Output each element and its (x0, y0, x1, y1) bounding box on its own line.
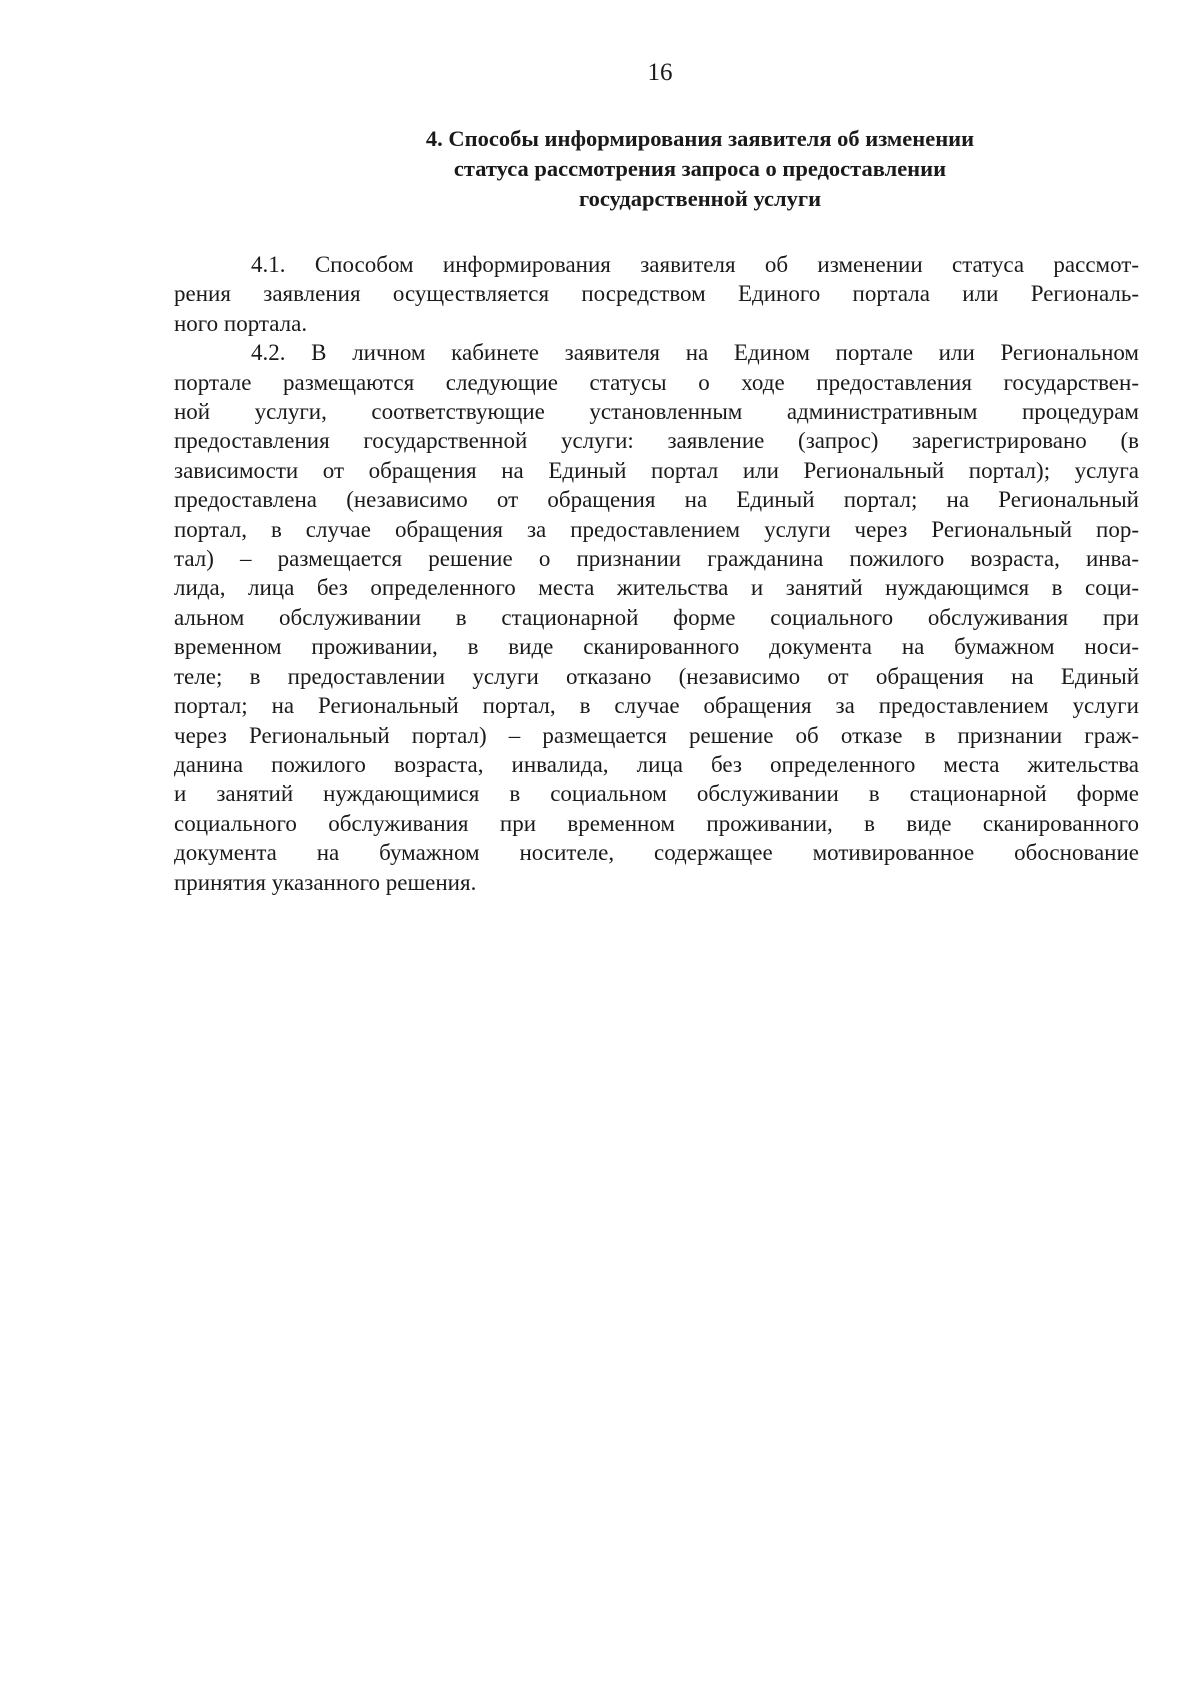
paragraph-line: данина пожилого возраста, инвалида, лица без определенного места жительства (174, 751, 1139, 777)
heading-line: 4. Способы информирования заявителя об изменении (425, 126, 975, 151)
paragraph-line: 4.2. В личном кабинете заявителя на Едином портале или Региональном (251, 340, 1139, 366)
page-number: 16 (647, 59, 673, 86)
paragraph-line: через Региональный портал) – размещается решение об отказе в признании граж- (174, 722, 1139, 748)
paragraph-4-1 (174, 250, 1139, 338)
paragraph-line: социального обслуживания при временном проживании, в виде сканированного (174, 810, 1139, 836)
paragraph-line: временном проживании, в виде сканированного документа на бумажном носи- (174, 634, 1139, 660)
paragraph-line: альном обслуживании в стационарной форме социального обслуживания при (174, 604, 1139, 630)
paragraph-line: зависимости от обращения на Единый портал или Региональный портал); услуга (174, 457, 1139, 483)
paragraph-line: и занятий нуждающимися в социальном обслуживании в стационарной форме (174, 781, 1139, 807)
paragraph-line: тал) – размещается решение о признании гражданина пожилого возраста, инва- (174, 546, 1139, 572)
heading-line: статуса рассмотрения запроса о предоставлении (453, 156, 947, 181)
paragraph-line: принятия указанного решения. (174, 869, 477, 895)
paragraph-line: рения заявления осуществляется посредством Единого портала или Региональ- (174, 281, 1139, 307)
paragraph-line: предоставления государственной услуги: заявление (запрос) зарегистрировано (в (174, 428, 1139, 454)
paragraph-4-2 (174, 338, 1139, 897)
section-heading (300, 124, 1100, 214)
paragraph-line: портал, в случае обращения за предоставлением услуги через Региональный пор- (174, 516, 1139, 542)
paragraph-line: ной услуги, соответствующие установленным административным процедурам (174, 399, 1139, 425)
paragraph-line: портал; на Региональный портал, в случае обращения за предоставлением услуги (174, 693, 1139, 719)
paragraph-line: лида, лица без определенного места жительства и занятий нуждающимся в соци- (174, 575, 1139, 601)
paragraph-line: документа на бумажном носителе, содержащее мотивированное обоснование (174, 840, 1139, 866)
document-body (174, 250, 1139, 897)
paragraph-line: ного портала. (174, 310, 308, 336)
paragraph-line: предоставлена (независимо от обращения на Единый портал; на Региональный (174, 487, 1139, 513)
paragraph-line: портале размещаются следующие статусы о ходе предоставления государствен- (174, 369, 1139, 395)
heading-line: государственной услуги (578, 186, 822, 211)
paragraph-line: 4.1. Способом информирования заявителя об изменении статуса рассмот- (251, 252, 1139, 277)
paragraph-line: теле; в предоставлении услуги отказано (независимо от обращения на Единый (174, 663, 1139, 689)
